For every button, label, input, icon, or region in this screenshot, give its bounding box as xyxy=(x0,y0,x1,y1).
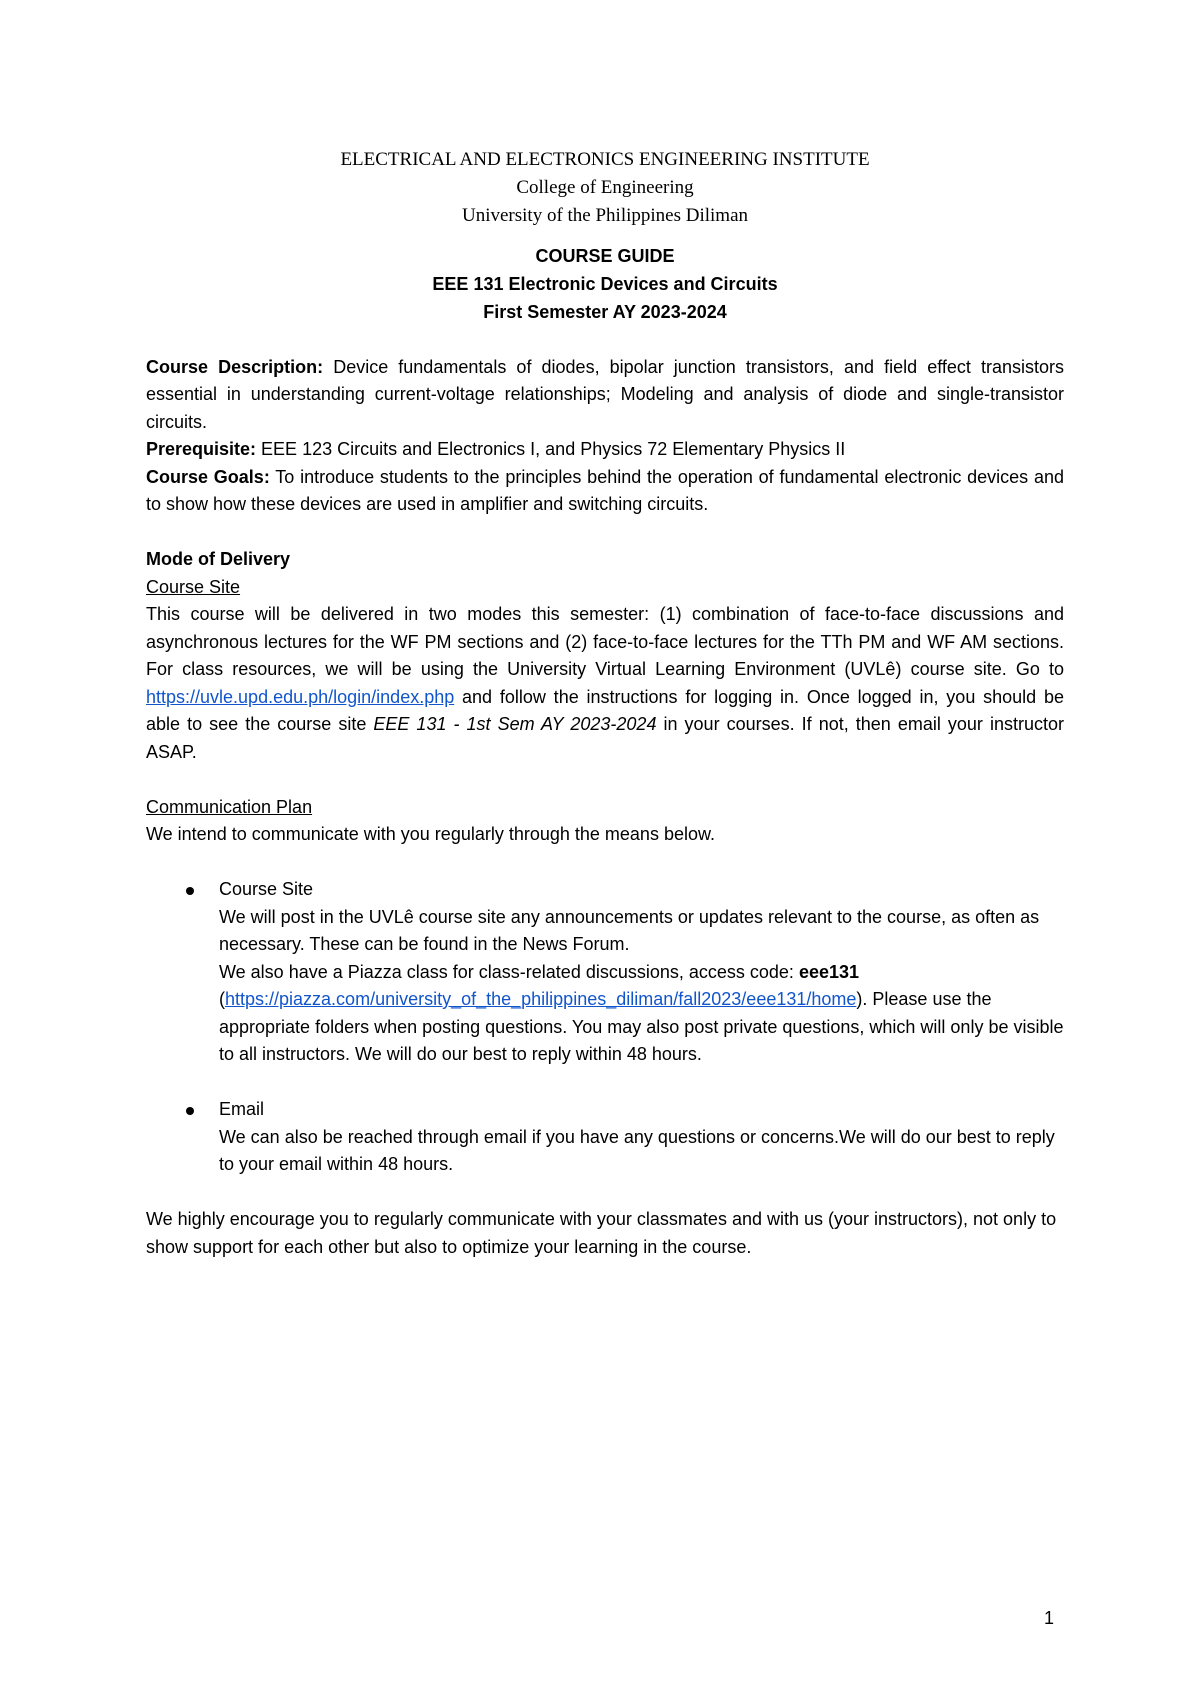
mode-of-delivery-heading: Mode of Delivery xyxy=(146,549,291,569)
college-name: College of Engineering xyxy=(516,177,694,198)
piazza-link[interactable]: https://piazza.com/university_of_the_philippines_diliman/fall2023/eee131/home xyxy=(225,989,857,1009)
delivery-paragraph: This course will be delivered in two modes this semester: (1) combination of face-to-face discussions and asynchronous lectures for the WF PM sections and (2) face-to-face lectures for the TTh PM and WF AM sections. For class resources, we will be using the University Virtual Learning Environment (UVLê) course site. Go to https://uvle.upd.edu.ph/login/index.php and follow the instructions for logging in. Once logged in, you should be able to see the course site EEE 131 - 1st Sem AY 2023-2024 in your courses. If not, then email your instructor ASAP. xyxy=(146,604,1064,762)
course-site-item-title: Course Site xyxy=(219,879,314,899)
access-code: eee131 xyxy=(798,961,860,982)
course-site-heading: Course Site xyxy=(146,576,241,597)
course-goals xyxy=(146,464,1064,519)
course-goals-text: To introduce students to the principles behind the operation of fundamental electronic devices and to show how these devices are used in amplifier and switching circuits. xyxy=(146,466,1064,514)
semester-title: First Semester AY 2023-2024 xyxy=(483,302,727,322)
page-content xyxy=(146,146,1064,1261)
closing-paragraph: We highly encourage you to regularly communicate with your classmates and with us (your instructors), not only to show support for each other but also to optimize your learning in the course. xyxy=(146,1209,1057,1257)
list-item-course-site xyxy=(146,876,1064,1069)
bullet-icon xyxy=(186,887,194,895)
prerequisite-label: Prerequisite: xyxy=(146,439,257,459)
course-description-text: Device fundamentals of diodes, bipolar junction transistors, and field effect transistors essential in understanding current-voltage relationships; Modeling and analysis of diode and single-transistor circuits. xyxy=(146,356,1064,432)
prerequisite-text: EEE 123 Circuits and Electronics I, and Physics 72 Elementary Physics II xyxy=(256,439,846,459)
university-name: University of the Philippines Diliman xyxy=(461,205,749,226)
course-title: EEE 131 Electronic Devices and Circuits xyxy=(432,274,778,294)
communication-list xyxy=(146,876,1064,1179)
course-description-label: Course Description: xyxy=(146,356,324,377)
list-item-email xyxy=(146,1096,1064,1179)
course-goals-label: Course Goals: xyxy=(146,466,270,487)
course-site-item-piazza: We also have a Piazza class for class-related discussions, access code: eee131 (https://piazza.com/university_of_the_philippines_diliman/fall2023/eee131/home). Please use the appropriate folders when posting questions. You may also post private questions, which will only be visible to all instructors. We will do our best to reply within 48 hours. xyxy=(219,961,1064,1064)
uvle-login-link[interactable]: https://uvle.upd.edu.ph/login/index.php xyxy=(146,686,455,707)
communication-intro: We intend to communicate with you regularly through the means below. xyxy=(146,824,715,844)
course-description xyxy=(146,354,1064,437)
course-site-name: EEE 131 - 1st Sem AY 2023-2024 xyxy=(373,714,657,734)
communication-plan-heading: Communication Plan xyxy=(146,796,313,817)
prerequisite xyxy=(146,436,1064,464)
email-item-title: Email xyxy=(219,1099,265,1119)
guide-title: COURSE GUIDE xyxy=(535,246,675,266)
course-site-item-line1: We will post in the UVLê course site any announcements or updates relevant to the course, as often as necessary. These can be found in the News Forum. xyxy=(219,906,1040,954)
page-number: 1 xyxy=(1044,1608,1055,1628)
institute-name: ELECTRICAL AND ELECTRONICS ENGINEERING INSTITUTE xyxy=(340,149,870,170)
bullet-icon xyxy=(186,1107,194,1115)
email-item-text: We can also be reached through email if you have any questions or concerns.We will do our best to reply to your email within 48 hours. xyxy=(219,1126,1055,1174)
